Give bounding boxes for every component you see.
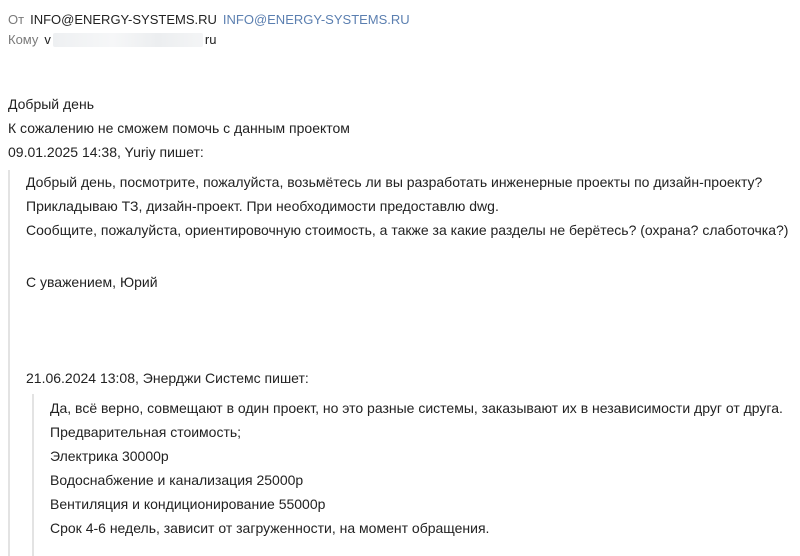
nested-line: Вентиляция и кондиционирование 55000р xyxy=(50,496,326,512)
quoted-line: Сообщите, пожалуйста, ориентировочную стоимость, а также за какие разделы не берётесь? (охрана? слаботочка?) xyxy=(26,222,789,238)
quoted-line: Добрый день, посмотрите, пожалуйста, возьмётесь ли вы разработать инженерные проекты по дизайн-проекту? xyxy=(26,174,763,190)
quoted-message xyxy=(8,170,800,556)
sender-name[interactable]: INFO@ENERGY-SYSTEMS.RU xyxy=(30,12,217,27)
nested-quote-header: 21.06.2024 13:08, Энерджи Системс пишет: xyxy=(26,370,309,386)
email-header xyxy=(8,10,410,50)
from-row xyxy=(8,10,410,30)
nested-line: Водоснабжение и канализация 25000р xyxy=(50,472,304,488)
message-body xyxy=(8,92,798,164)
from-label: От xyxy=(8,12,25,27)
signature: С уважением, Юрий xyxy=(26,274,158,290)
nested-quoted-message xyxy=(32,394,800,556)
redacted-recipient xyxy=(53,33,203,47)
quoted-line: Прикладываю ТЗ, дизайн-проект. При необходимости предоставлю dwg. xyxy=(26,198,499,214)
nested-line: Предварительная стоимость; xyxy=(50,424,242,440)
quote-header: 09.01.2025 14:38, Yuriy пишет: xyxy=(8,144,204,160)
nested-line: Электрика 30000р xyxy=(50,448,169,464)
recipient-end: ru xyxy=(204,32,217,47)
to-label: Кому xyxy=(8,32,39,47)
to-row xyxy=(8,30,410,50)
quoted-text xyxy=(26,170,788,242)
nested-line: Срок 4-6 недель, зависит от загруженности, на момент обращения. xyxy=(50,520,490,536)
nested-quoted-text xyxy=(50,396,783,540)
reply-line: Добрый день xyxy=(8,96,94,112)
recipient-start: v xyxy=(44,32,51,47)
recipient[interactable] xyxy=(44,30,216,50)
reply-line: К сожалению не сможем помочь с данным проектом xyxy=(8,120,350,136)
nested-line: Да, всё верно, совмещают в один проект, но это разные системы, заказывают их в независимости друг от друга. xyxy=(50,400,783,416)
sender-email[interactable]: INFO@ENERGY-SYSTEMS.RU xyxy=(222,12,410,27)
